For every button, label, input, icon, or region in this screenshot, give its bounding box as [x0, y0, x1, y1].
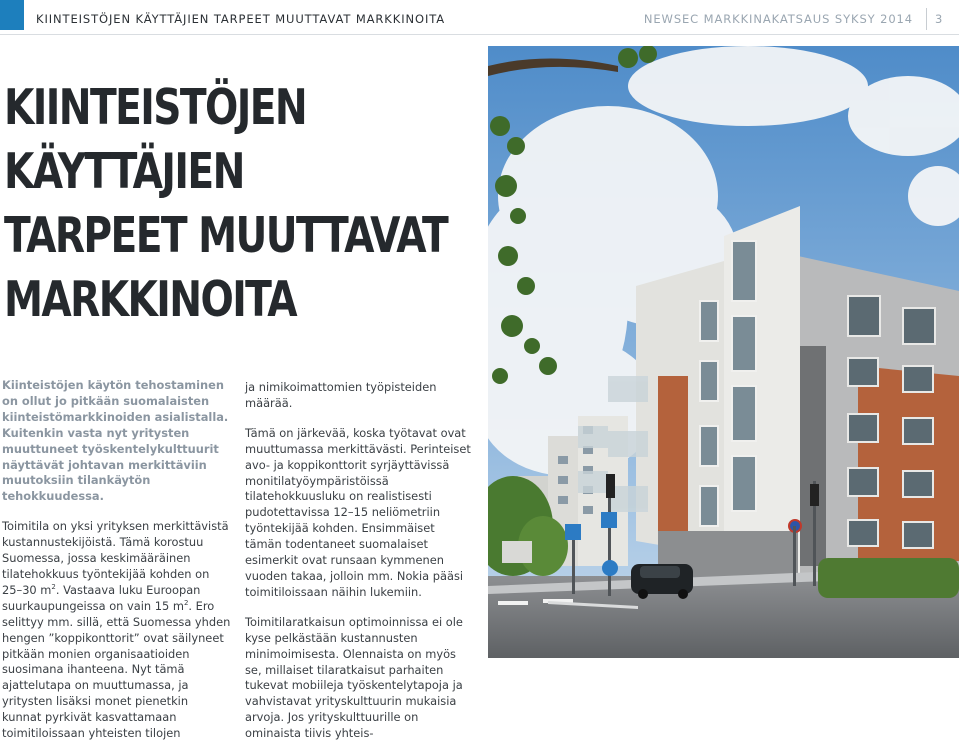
header-divider: [926, 8, 927, 30]
text-column-1: [2, 378, 231, 756]
publication-name: NEWSEC MARKKINAKATSAUS SYKSY 2014: [643, 12, 913, 26]
body-paragraph-1: [2, 519, 231, 742]
body-text: . Ero selittyy mm. sillä, että Suomessa yhden hengen ”koppikonttorit” ovat säilyneet pitkään monien organisaatioiden suosimana ihanteena. Nyt tämä ajattelutapa on muuttumassa, ja yritysten lisäksi monet pienetkin kunnat pyrkivät kasvattamaan toimitiloissaan yhteisten tilojen: [2, 598, 231, 741]
text-column-2: [245, 380, 473, 756]
superscript: 2: [183, 598, 189, 607]
body-paragraph-2: Tämä on järkevää, koska työtavat ovat muuttumassa merkittävästi. Perinteiset avo- ja koppikonttorit syrjäyttävissä monitilatyöympäristöissä tilatehokkuusluku on realistisesti pudotettavissa 12–15 neliömetriin työntekijää kohden. Ensimmäiset tämän todentaneet suomalaiset esimerkit ovat runsaan kymmenen vuoden takaa, jolloin mm. Nokia pääsi toimitiloissaan näihin lukemiin.: [245, 425, 471, 599]
article-title: [4, 76, 448, 332]
title-line-3: TARPEET MUUTTAVAT: [4, 207, 448, 264]
body-paragraph-1-continued: ja nimikoimattomien työpisteiden määrää.: [245, 380, 437, 410]
title-line-2: KÄYTTÄJIEN: [4, 143, 244, 200]
running-section-title: KIINTEISTÖJEN KÄYTTÄJIEN TARPEET MUUTTAVAT MARKKINOITA: [36, 12, 446, 26]
superscript: 2: [51, 583, 56, 592]
building-photo: [488, 46, 959, 658]
header-rule: [0, 34, 959, 35]
title-line-1: KIINTEISTÖJEN: [4, 79, 307, 136]
title-line-4: MARKKINOITA: [4, 271, 297, 328]
section-marker: [0, 0, 24, 30]
body-paragraph-3: Toimitilaratkaisun optimoinnissa ei ole kyse pelkästään kustannusten minimoimisesta. Olennaista on myös se, millaiset tilaratkaisut parhaiten tukevat mobiileja työskentelytapoja ja vahvistavat yrityskulttuurin mukaisia arvoja. Jos yrityskulttuurille on ominaista tiivis yhteis-: [245, 614, 463, 741]
body-text: Toimitila on yksi yrityksen merkittävistä kustannustekijöistä. Tämä korostuu Suomessa, jossa keskimääräinen tilatehokkuus työntekijää kohden on 25–30 m: [2, 519, 229, 597]
page-number: 3: [935, 12, 943, 26]
body-text: . Vastaava luku Euroopan suurkaupungeissa on vain 15 m: [2, 582, 201, 613]
lead-paragraph: Kiinteistöjen käytön tehostaminen on ollut jo pitkään suomalaisten kiinteistömarkkinoiden asialistalla. Kuitenkin vasta nyt yritysten muuttuneet työskentelykulttuurit näyttävät johtavan merkittäviin muutoksiin tilankäytön tehokkuudessa.: [2, 378, 229, 504]
